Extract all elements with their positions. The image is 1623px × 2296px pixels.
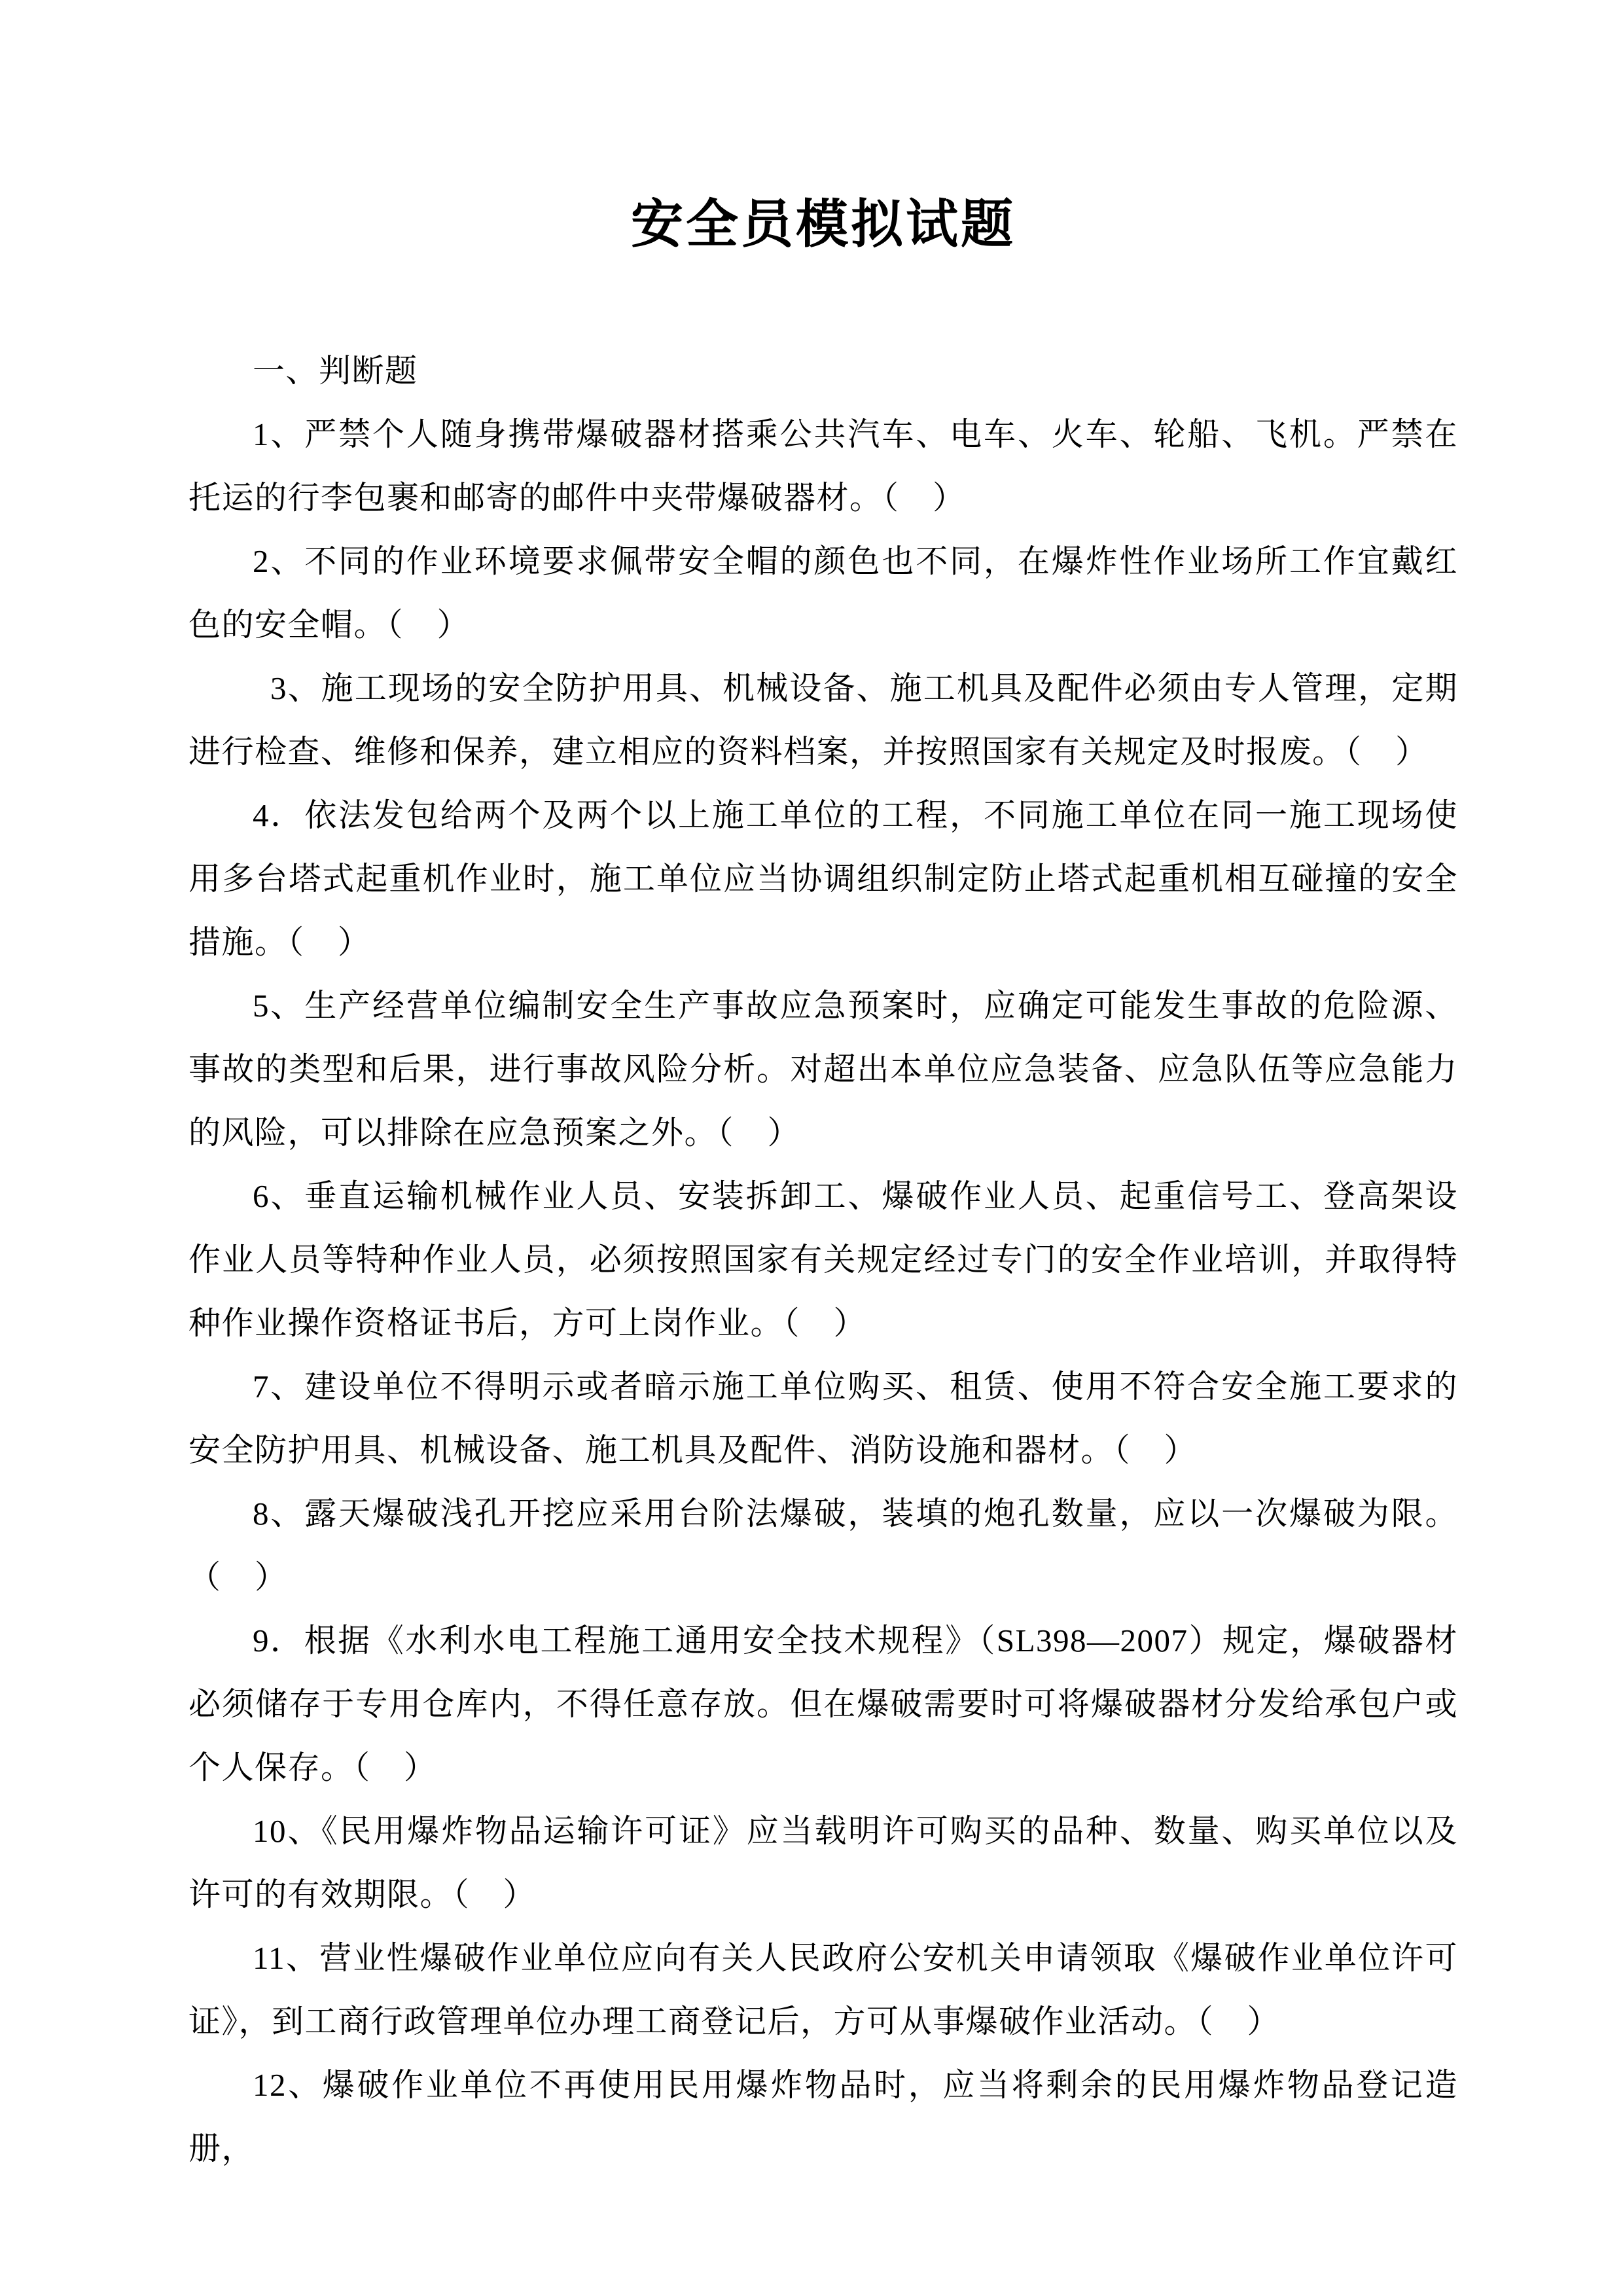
question-4: 4．依法发包给两个及两个以上施工单位的工程，不同施工单位在同一施工现场使用多台塔式起重机作业时，施工单位应当协调组织制定防止塔式起重机相互碰撞的安全措施。（ ） xyxy=(188,797,1458,960)
document-title: 安全员模拟试题 xyxy=(631,196,1016,254)
question-8: 8、露天爆破浅孔开挖应采用台阶法爆破，装填的炮孔数量，应以一次爆破为限。（ ） xyxy=(188,1496,1458,1595)
question-5: 5、生产经营单位编制安全生产事故应急预案时，应确定可能发生事故的危险源、事故的类型和后果，进行事故风险分析。对超出本单位应急装备、应急队伍等应急能力的风险，可以排除在应急预案之外。（ ） xyxy=(188,988,1458,1151)
question-2: 2、不同的作业环境要求佩带安全帽的颜色也不同，在爆炸性作业场所工作宜戴红色的安全帽。（ ） xyxy=(188,543,1458,643)
question-10: 10、《民用爆炸物品运输许可证》应当载明许可购买的品种、数量、购买单位以及许可的有效期限。（ ） xyxy=(188,1813,1458,1912)
section-heading-judgment: 一、判断题 xyxy=(253,353,418,389)
question-12: 12、爆破作业单位不再使用民用爆炸物品时，应当将剩余的民用爆炸物品登记造册， xyxy=(188,2067,1458,2166)
question-11: 11、营业性爆破作业单位应向有关人民政府公安机关申请领取《爆破作业单位许可证》，到工商行政管理单位办理工商登记后，方可从事爆破作业活动。（ ） xyxy=(188,1940,1458,2039)
question-1: 1、严禁个人随身携带爆破器材搭乘公共汽车、电车、火车、轮船、飞机。严禁在托运的行李包裹和邮寄的邮件中夹带爆破器材。（ ） xyxy=(188,416,1458,516)
question-6: 6、垂直运输机械作业人员、安装拆卸工、爆破作业人员、起重信号工、登高架设作业人员等特种作业人员，必须按照国家有关规定经过专门的安全作业培训，并取得特种作业操作资格证书后，方可上岗作业。（ ） xyxy=(188,1178,1458,1341)
question-3: 3、施工现场的安全防护用具、机械设备、施工机具及配件必须由专人管理，定期进行检查、维修和保养，建立相应的资料档案，并按照国家有关规定及时报废。（ ） xyxy=(188,670,1458,770)
question-9: 9．根据《水利水电工程施工通用安全技术规程》（SL398—2007）规定，爆破器材必须储存于专用仓库内，不得任意存放。但在爆破需要时可将爆破器材分发给承包户或个人保存。（ ） xyxy=(188,1623,1458,1785)
question-7: 7、建设单位不得明示或者暗示施工单位购买、租赁、使用不符合安全施工要求的安全防护用具、机械设备、施工机具及配件、消防设施和器材。（ ） xyxy=(188,1369,1458,1468)
